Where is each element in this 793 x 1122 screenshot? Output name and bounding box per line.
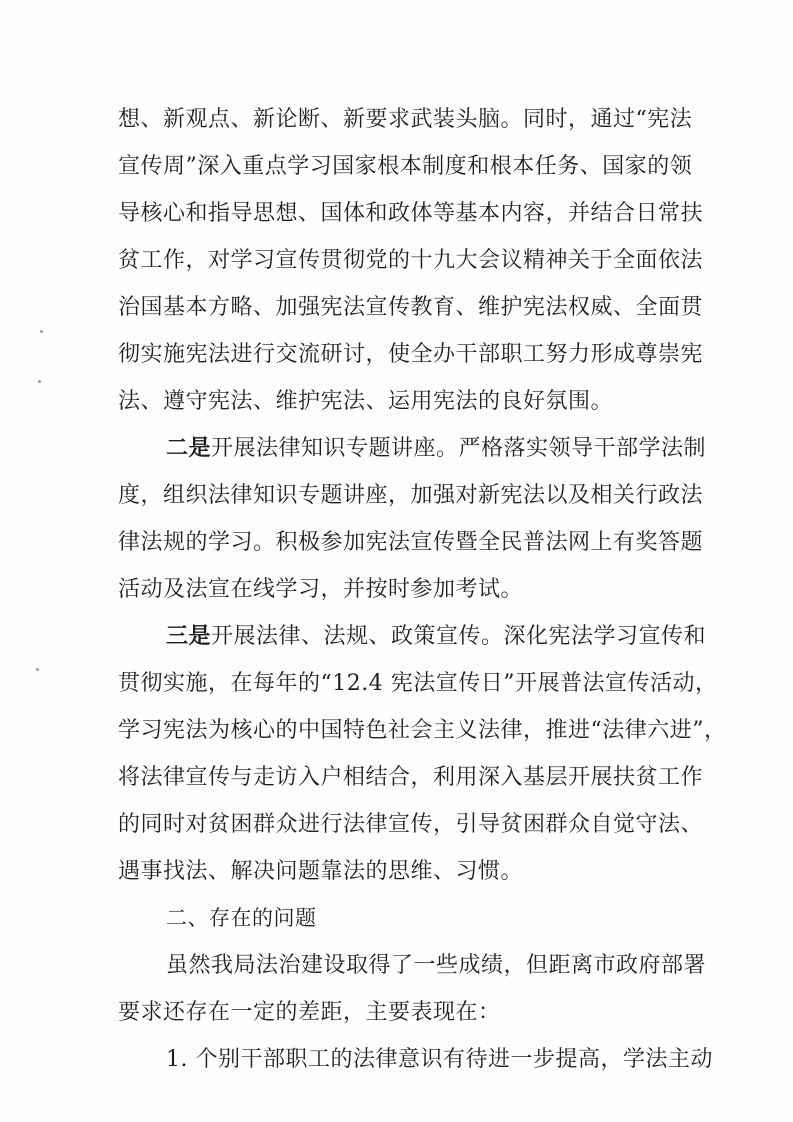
paragraph-four-first-line: 虽然我局法治建设取得了一些成绩，但距离市政府部署: [166, 953, 707, 978]
paragraph-lead: 二是: [166, 436, 212, 461]
text-line: 彻实施宪法进行交流研讨，使全办干部职工努力形成尊崇宪: [118, 342, 704, 367]
text-line: 要求还存在一定的差距，主要表现在：: [118, 1000, 501, 1025]
paragraph-five-first-line: 1. 个别干部职工的法律意识有待进一步提高，学法主动: [166, 1047, 713, 1072]
text-line: 导核心和指导思想、国体和政体等基本内容，并结合日常扶: [118, 201, 704, 226]
paragraph-two-first-line: [118, 425, 707, 472]
text-line: 学习宪法为核心的中国特色社会主义法律，推进“法律六进”，: [118, 718, 727, 743]
scan-speck: [36, 668, 39, 671]
text-line: 将法律宣传与走访入户相结合，利用深入基层开展扶贫工作: [118, 765, 704, 790]
text-line: 宣传周”深入重点学习国家根本制度和根本任务、国家的领: [118, 154, 693, 179]
text-line: 想、新观点、新论断、新要求武装头脑。同时，通过“宪法: [118, 107, 693, 132]
scan-speck: [38, 380, 41, 383]
document-body: [118, 96, 727, 1083]
paragraph-lead: 三是: [166, 624, 212, 649]
text-line: 治国基本方略、加强宪法宣传教育、维护宪法权威、全面贯: [118, 295, 704, 320]
text-line: 的同时对贫困群众进行法律宣传，引导贫困群众自觉守法、: [118, 812, 704, 837]
text-line: 度，组织法律知识专题讲座，加强对新宪法以及相关行政法: [118, 483, 704, 508]
paragraph-text: 开展法律、法规、政策宣传。深化宪法学习宣传和: [211, 624, 707, 649]
paragraph-text: 开展法律知识专题讲座。严格落实领导干部学法制: [211, 436, 707, 461]
text-line: 遇事找法、解决问题靠法的思维、习惯。: [118, 859, 524, 884]
text-line: 贯彻实施，在每年的“12.4 宪法宣传日”开展普法宣传活动，: [118, 671, 718, 696]
section-heading: 二、存在的问题: [166, 906, 317, 930]
text-line: 律法规的学习。积极参加宪法宣传暨全民普法网上有奖答题: [118, 530, 704, 555]
text-line: 法、遵守宪法、维护宪法、运用宪法的良好氛围。: [118, 389, 614, 414]
text-line: 活动及法宣在线学习，并按时参加考试。: [118, 577, 524, 602]
paragraph-three-first-line: [118, 613, 707, 660]
scan-speck: [40, 330, 43, 333]
text-line: 贫工作，对学习宣传贯彻党的十九大会议精神关于全面依法: [118, 248, 704, 273]
